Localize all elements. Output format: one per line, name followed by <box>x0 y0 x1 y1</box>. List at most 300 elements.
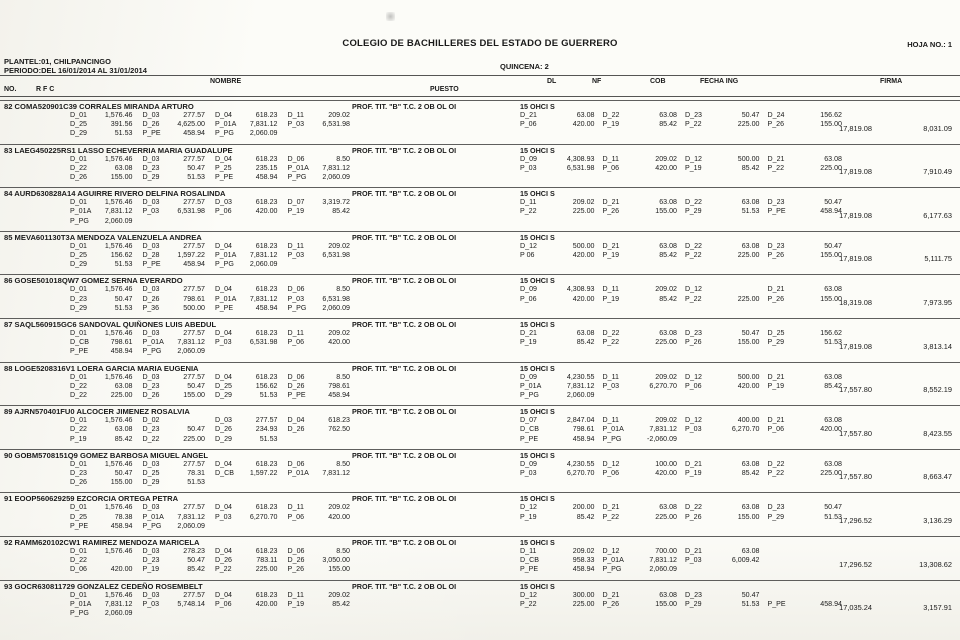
concept-row <box>70 304 360 313</box>
concept-key <box>768 591 796 600</box>
concept-key: P_03 <box>520 468 537 477</box>
deductions-left-column <box>70 416 360 444</box>
concept-row <box>70 382 360 391</box>
concept-key: P_PG <box>70 216 89 225</box>
concept-key: D_22 <box>142 434 160 443</box>
concept-key: D_22 <box>70 556 87 565</box>
concept-key <box>288 478 311 487</box>
concept-value: 458.94 <box>110 521 133 530</box>
concept-value: 2,060.09 <box>104 608 133 617</box>
column-header-nf: NF <box>592 78 602 85</box>
concept-value: 63.08 <box>659 111 677 119</box>
record-row <box>0 144 960 188</box>
concept-key: P_01A <box>215 120 237 129</box>
totals-cell <box>796 580 956 624</box>
concept-value: 63.08 <box>741 241 760 250</box>
total-percepciones: 17,035.24 <box>839 603 872 613</box>
concept-value: 85.42 <box>576 512 595 521</box>
total-percepciones: 17,557.80 <box>839 385 872 395</box>
concept-row <box>70 347 360 356</box>
concept-key: D_21 <box>767 372 785 381</box>
concept-key: P_22 <box>685 294 702 303</box>
concept-value: 277.57 <box>183 503 205 512</box>
ohci-value: 15 OHCI S <box>520 450 555 460</box>
concept-key: D_29 <box>70 129 87 138</box>
concept-value: 63.08 <box>824 154 842 163</box>
concept-key: P_PE <box>215 172 234 181</box>
puesto-value: PROF. TIT. "B" T.C. 2 OB OL OI <box>352 363 457 373</box>
concept-key: P_PG <box>142 347 162 356</box>
concept-value: 2,060.09 <box>566 390 595 399</box>
concept-key: D_25 <box>70 250 87 259</box>
concept-value: 7,831.12 <box>649 556 677 565</box>
concept-value: 225.00 <box>655 338 677 347</box>
concept-key <box>685 565 713 574</box>
concept-key: P_25 <box>215 163 232 172</box>
concept-value: 458.94 <box>572 565 595 574</box>
concept-key <box>288 522 311 531</box>
concept-value: 7,831.12 <box>249 120 278 129</box>
concept-value: 155.00 <box>737 512 760 521</box>
concept-row <box>70 373 360 382</box>
concept-value: 300.00 <box>572 590 595 599</box>
concept-value: 63.08 <box>576 111 595 119</box>
concept-key: P_22 <box>520 599 537 608</box>
concept-value: 798.61 <box>328 381 350 390</box>
totals-cell <box>796 492 956 536</box>
concept-key: D_11 <box>287 590 304 599</box>
concept-key: P_01A <box>602 556 624 565</box>
concept-key: D_12 <box>520 241 537 250</box>
concept-key: D_12 <box>602 459 620 468</box>
concept-value: 6,531.98 <box>322 250 350 259</box>
concept-value: 420.00 <box>328 338 350 347</box>
concept-value <box>166 416 215 425</box>
concept-value: 2,847.04 <box>566 416 595 425</box>
concept-key: P_01A <box>215 294 237 303</box>
concept-key: P_03 <box>685 556 702 565</box>
concept-key: D_04 <box>215 241 232 250</box>
concept-key: D_23 <box>142 381 160 390</box>
concept-key: D_CB <box>70 338 89 347</box>
concept-key: D_12 <box>520 503 537 512</box>
concept-key: D_23 <box>767 198 785 207</box>
concept-key: D_23 <box>142 163 160 172</box>
puesto-value: PROF. TIT. "B" T.C. 2 OB OL OI <box>352 407 457 417</box>
concept-key: D_23 <box>767 241 785 250</box>
concept-key: P_26 <box>602 599 620 608</box>
concept-value: 618.23 <box>255 198 278 207</box>
concept-value: 1,576.46 <box>104 416 133 425</box>
puesto-value: PROF. TIT. "B" T.C. 2 OB OL OI <box>352 276 457 286</box>
concept-value: 277.57 <box>183 241 205 250</box>
deductions-left-column <box>70 285 360 313</box>
concept-key: P_PE <box>142 129 161 138</box>
concept-value: 277.57 <box>183 154 205 163</box>
concept-value: 420.00 <box>572 294 595 303</box>
concept-key: D_04 <box>215 547 232 555</box>
concept-value: 200.00 <box>572 503 595 512</box>
concept-value: 618.23 <box>255 111 278 119</box>
concept-value: 2,060.09 <box>104 216 133 225</box>
concept-key: P_03 <box>602 381 620 390</box>
concept-value: 400.00 <box>737 416 760 425</box>
concept-key: D_04 <box>215 372 232 381</box>
concept-key: P_22 <box>520 207 537 216</box>
employee-id-rfc-name: 91 EOOP560629259 EZCORCIA ORTEGA PETRA <box>4 494 179 504</box>
concept-value: 63.08 <box>824 285 842 294</box>
ohci-value: 15 OHCI S <box>520 494 555 504</box>
concept-value: 277.57 <box>183 198 205 207</box>
concept-value: 209.02 <box>328 503 350 512</box>
concept-value: 85.42 <box>187 565 205 574</box>
concept-value: 225.00 <box>572 207 595 216</box>
concept-key: P_PG <box>215 260 234 269</box>
deductions-left-column <box>70 329 360 357</box>
concept-key: P_19 <box>287 599 305 608</box>
concept-key: P_06 <box>520 294 537 303</box>
header-rule-bottom <box>0 96 960 97</box>
total-neto: 7,910.49 <box>923 167 952 177</box>
concept-value: 420.00 <box>572 120 595 129</box>
puesto-value: PROF. TIT. "B" T.C. 2 OB OL OI <box>352 450 457 460</box>
concept-value: 4,308.93 <box>566 285 595 294</box>
concept-row <box>70 425 360 434</box>
concept-row <box>70 217 360 226</box>
concept-value: 458.94 <box>255 172 278 181</box>
concept-value: 50.47 <box>741 329 760 337</box>
column-header-nombre: NOMBRE <box>210 78 242 85</box>
concept-key: P_26 <box>685 512 702 521</box>
concept-key: D_01 <box>70 111 87 119</box>
concept-value: 2,060.09 <box>322 172 350 181</box>
concept-value: 209.02 <box>328 590 350 599</box>
concept-key: D_12 <box>520 590 537 599</box>
totals-cell <box>796 362 956 406</box>
concept-value: 762.50 <box>328 425 350 434</box>
concept-key: D_07 <box>287 198 305 207</box>
concept-value: 63.08 <box>659 503 677 512</box>
concept-key: D_04 <box>215 111 232 119</box>
concept-key: P_26 <box>767 120 785 129</box>
concept-value: 85.42 <box>114 434 133 443</box>
concept-key: D_03 <box>142 285 160 294</box>
concept-value: 63.08 <box>741 459 760 468</box>
concept-key: P_01A <box>287 163 309 172</box>
concept-key: P_01A <box>70 599 92 608</box>
concept-value: 277.57 <box>183 329 205 337</box>
concept-value: 277.57 <box>183 372 205 381</box>
concept-value: 4,625.00 <box>177 120 205 129</box>
employee-id-rfc-name: 93 GOCR630811729 GONZALEZ CEDEÑO ROSEMBELT <box>4 581 203 591</box>
concept-key: D_11 <box>287 503 304 512</box>
concept-key: D_29 <box>142 478 160 487</box>
concept-key: D_22 <box>685 198 702 207</box>
concept-value: 798.61 <box>572 425 595 434</box>
concept-key <box>288 260 311 269</box>
concept-key: P_PE <box>215 303 234 312</box>
concept-value: 85.42 <box>576 338 595 347</box>
concept-key: D_21 <box>602 590 620 599</box>
periodo-label: PERIODO:DEL 16/01/2014 AL 31/01/2014 <box>4 66 147 75</box>
concept-key: D_06 <box>287 154 305 163</box>
puesto-value: PROF. TIT. "B" T.C. 2 OB OL OI <box>352 320 457 329</box>
concept-key: D_26 <box>142 294 160 303</box>
concept-value: 6,009.42 <box>731 556 760 565</box>
concept-value <box>238 347 287 356</box>
concept-row <box>70 547 360 556</box>
concept-value <box>311 260 360 269</box>
concept-value: 63.08 <box>659 590 677 599</box>
concept-key: D_03 <box>142 241 160 250</box>
concept-value: 156.62 <box>820 111 842 119</box>
concept-value: 51.53 <box>259 390 278 399</box>
concept-key: D_26 <box>142 390 160 399</box>
concept-value: 277.57 <box>255 416 278 425</box>
concept-key: P_22 <box>767 468 785 477</box>
concept-value: 1,576.46 <box>104 590 133 599</box>
concept-value: 50.47 <box>187 425 205 434</box>
concept-key: P_PE <box>767 599 786 608</box>
concept-value: 420.00 <box>737 381 760 390</box>
concept-value: 7,831.12 <box>649 425 677 434</box>
concept-row <box>70 260 360 269</box>
concept-key: P_06 <box>215 599 232 608</box>
concept-key: D_01 <box>70 590 87 599</box>
concept-value: 6,531.98 <box>322 120 350 129</box>
concept-key: D_01 <box>70 372 87 381</box>
concept-value: 63.08 <box>741 503 760 512</box>
totals-cell <box>796 405 956 449</box>
concept-value: 1,576.46 <box>104 503 133 512</box>
concept-key: P_22 <box>685 120 702 129</box>
concept-value: 8.50 <box>336 459 350 468</box>
concept-key: P_01A <box>215 250 237 259</box>
concept-key: D_21 <box>685 459 702 468</box>
concept-value: 156.62 <box>110 250 133 259</box>
puesto-value: PROF. TIT. "B" T.C. 2 OB OL OI <box>352 538 457 547</box>
concept-value: 209.02 <box>655 416 677 425</box>
column-header-puesto: PUESTO <box>430 86 459 93</box>
concept-row <box>70 460 360 469</box>
concept-key: D_21 <box>767 285 785 294</box>
concept-value <box>238 609 287 618</box>
concept-value: 391.56 <box>110 120 133 129</box>
total-neto: 5,111.75 <box>924 254 952 264</box>
concept-key: D_23 <box>70 468 87 477</box>
concept-value: 1,597.22 <box>177 250 205 259</box>
concept-key: D_11 <box>287 329 304 337</box>
totals-cell <box>796 274 956 318</box>
concept-value: 235.15 <box>255 163 278 172</box>
concept-key: D_09 <box>520 372 537 381</box>
concept-value: 50.47 <box>187 381 205 390</box>
concept-value: 3,319.72 <box>322 198 350 207</box>
concept-value: 798.61 <box>183 294 205 303</box>
column-header-no: NO. <box>4 86 17 93</box>
concept-key: D_25 <box>70 120 87 129</box>
concept-value: 63.08 <box>824 416 842 425</box>
concept-key: P_03 <box>142 207 160 216</box>
concept-value: 458.94 <box>183 129 205 138</box>
concept-value: 225.00 <box>183 434 205 443</box>
record-row <box>0 187 960 231</box>
concept-key: D_11 <box>520 547 537 555</box>
concept-value <box>631 391 685 400</box>
concept-key <box>768 556 796 565</box>
scan-smudge <box>386 12 395 21</box>
concept-value: 458.94 <box>572 434 595 443</box>
concept-key: P_01A <box>142 512 164 521</box>
concept-value: 4,230.55 <box>566 372 595 381</box>
concept-value: 155.00 <box>655 207 677 216</box>
concept-row <box>70 522 360 531</box>
concept-value: 51.53 <box>187 172 205 181</box>
concept-key: P_PE <box>287 390 306 399</box>
concept-key: D_03 <box>142 590 160 599</box>
ohci-value: 15 OHCI S <box>520 363 555 373</box>
concept-key: P_06 <box>767 425 785 434</box>
concept-key: D_12 <box>602 547 620 555</box>
concept-value: 1,576.46 <box>104 329 133 337</box>
concept-value: 1,576.46 <box>104 547 133 555</box>
concept-key: D_21 <box>520 329 537 337</box>
concept-value: 63.08 <box>659 241 677 250</box>
concept-key: D_01 <box>70 459 87 468</box>
ohci-value: 15 OHCI S <box>520 232 555 242</box>
concept-value: 209.02 <box>328 111 350 119</box>
total-neto: 8,423.55 <box>923 428 952 438</box>
concept-key: D_CB <box>520 556 539 565</box>
concept-value: 155.00 <box>328 565 350 574</box>
total-percepciones: 17,557.80 <box>839 428 872 438</box>
totals-cell <box>796 231 956 275</box>
concept-value: 155.00 <box>737 338 760 347</box>
concept-value: 277.57 <box>183 590 205 599</box>
concept-value: 155.00 <box>110 478 133 487</box>
concept-key: D_04 <box>215 459 232 468</box>
concept-key: D_23 <box>142 425 160 434</box>
puesto-value: PROF. TIT. "B" T.C. 2 OB OL OI <box>352 494 457 504</box>
concept-key: D_29 <box>70 260 87 269</box>
concept-key: P_26 <box>767 294 785 303</box>
employee-id-rfc-name: 88 LOGE5208316V1 LOERA GARCIA MARIA EUGENIA <box>4 363 199 373</box>
concept-key: D_23 <box>142 556 160 565</box>
totals-cell <box>796 449 956 493</box>
concept-value: 1,576.46 <box>104 459 133 468</box>
puesto-value: PROF. TIT. "B" T.C. 2 OB OL OI <box>352 581 457 591</box>
concept-value: 420.00 <box>255 207 278 216</box>
concept-key: D_26 <box>142 120 160 129</box>
concept-value: 1,576.46 <box>104 372 133 381</box>
concept-value: 78.31 <box>187 468 205 477</box>
concept-key: D_09 <box>520 154 537 163</box>
record-row <box>0 362 960 406</box>
record-row <box>0 274 960 318</box>
total-percepciones: 17,819.08 <box>839 123 872 133</box>
deductions-left-column <box>70 111 360 139</box>
concept-key: D_04 <box>215 329 232 337</box>
concept-value: 500.00 <box>572 241 595 250</box>
concept-key: P_06 <box>287 338 305 347</box>
concept-value: 4,308.93 <box>566 154 595 163</box>
concept-key: P_PG <box>520 390 539 399</box>
concept-key: D_03 <box>142 111 160 119</box>
concept-value: 51.53 <box>187 478 205 487</box>
concept-value: 63.08 <box>659 329 677 337</box>
concept-key: D_06 <box>70 565 87 574</box>
concept-key: P_22 <box>215 565 232 574</box>
concept-key: D_21 <box>602 241 620 250</box>
concept-value: 85.42 <box>332 599 350 608</box>
concept-value: 458.94 <box>110 347 133 356</box>
concept-key: P_19 <box>602 120 620 129</box>
concept-key: P_03 <box>215 512 232 521</box>
concept-key: P_PG <box>602 434 622 443</box>
concept-key: P_06 <box>287 512 305 521</box>
concept-value: 3,050.00 <box>322 556 350 565</box>
concept-key: D_11 <box>602 372 619 381</box>
concept-value <box>166 609 215 618</box>
puesto-value: PROF. TIT. "B" T.C. 2 OB OL OI <box>352 145 457 155</box>
employee-id-rfc-name: 86 GOSE501018QW7 GOMEZ SERNA EVERARDO <box>4 276 183 286</box>
concept-value: 85.42 <box>741 163 760 172</box>
concept-key <box>685 435 713 444</box>
concept-key: D_03 <box>142 198 160 207</box>
concept-value: 618.23 <box>255 547 278 555</box>
concept-value: 225.00 <box>655 512 677 521</box>
concept-value: 700.00 <box>655 547 677 555</box>
concept-key: D_03 <box>142 329 160 337</box>
totals-cell <box>796 187 956 231</box>
concept-value: 458.94 <box>820 599 842 608</box>
concept-row <box>70 600 360 609</box>
concept-key: D_29 <box>142 172 160 181</box>
concept-value: 458.94 <box>820 207 842 216</box>
deductions-left-column <box>70 242 360 270</box>
concept-key: D_21 <box>767 416 785 425</box>
concept-value: 420.00 <box>655 163 677 172</box>
concept-value: 156.62 <box>820 329 842 337</box>
concept-value: 51.53 <box>114 129 133 138</box>
totals-cell <box>796 536 956 580</box>
concept-value <box>93 556 142 565</box>
concept-key: D_22 <box>70 425 87 434</box>
concept-value: 51.53 <box>824 512 842 521</box>
concept-value: 50.47 <box>741 111 760 119</box>
concept-value: 50.47 <box>114 468 133 477</box>
concept-value <box>311 522 360 531</box>
concept-value: 63.08 <box>114 381 133 390</box>
concept-value: 6,531.98 <box>177 207 205 216</box>
concept-row <box>70 609 360 618</box>
concept-key: D_03 <box>142 547 160 555</box>
concept-key: D_25 <box>215 381 232 390</box>
ohci-value: 15 OHCI S <box>520 320 555 329</box>
concept-key: P_26 <box>287 565 305 574</box>
record-row <box>0 580 960 624</box>
concept-value: 1,576.46 <box>104 285 133 294</box>
concept-row <box>70 198 360 207</box>
concept-value: 2,060.09 <box>177 347 205 356</box>
concept-row <box>70 207 360 216</box>
employee-id-rfc-name: 92 RAMM620102CW1 RAMIREZ MENDOZA MARICELA <box>4 538 200 547</box>
concept-key: D_02 <box>142 416 160 425</box>
concept-value <box>238 522 287 531</box>
concept-value: 63.08 <box>741 547 760 555</box>
concept-key: D_22 <box>685 503 702 512</box>
deductions-left-column <box>70 155 360 183</box>
